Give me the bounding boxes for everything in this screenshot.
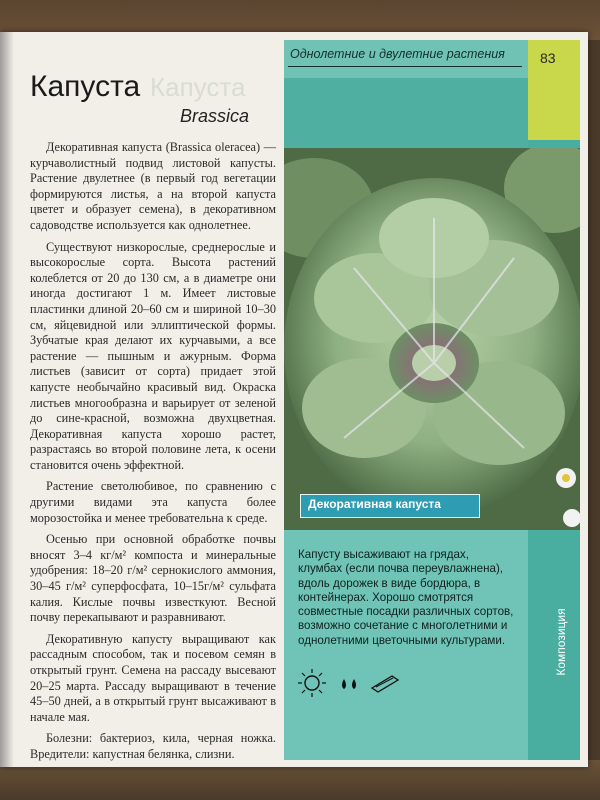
article-body xyxy=(30,140,276,769)
side-label xyxy=(531,605,581,685)
side-label-text: Композиция xyxy=(554,608,568,676)
paragraph: Существуют низкорослые, среднерослые и высокорослые сорта. Высота растений колеблется от 20 до 130 см, а в диаметре они иногда достигают 1 м. Имеет листовые пластинки длиной 20–60 см и шириной 10–30 см, яйцевидной или эллиптической формы. Зубчатые края делают их курчавыми, а все растение — пышным и ажурным. Форма листьев (зависит от сорта) придает этой капусте необычайно красивый вид. Окраска листьев многообразна и варьирует от зеленой до сине-красной, возможна двухцветная. Декоративная капуста хорошо растет, разрастаясь во второй половине лета, к осени становится очень эффектной. xyxy=(30,239,276,472)
section-header: Однолетние и двулетние растения xyxy=(290,47,505,61)
ghost-title: Капуста xyxy=(150,72,246,102)
paragraph: Растение светолюбивое, по сравнению с другими видами эта капуста более морозостойка и менее требовательна к среде. xyxy=(30,479,276,525)
paragraph: Декоративная капуста (Brassica oleracea) — курчаволистный подвид листовой капусты. Растение двулетнее (в первый год вегетации формируются листья, а на второй капуста цветет и образует семена), в декоративном садоводстве используется как однолетнее. xyxy=(30,140,276,232)
paragraph: Осенью при основной обработке почвы вносят 3–4 кг/м² компоста и минеральные удобрения: 18–20 г/м² сернокислого аммония, 30–45 г/м² суперфосфата, 10–15г/м² сульфата калия. Кислые почвы известкуют. Весной почву перекапывают и разравнивают. xyxy=(30,532,276,625)
paragraph: Декоративную капусту выращивают как рассадным способом, так и посевом семян в открытый грунт. Семена на рассаду высевают 20–25 марта. Рассаду выращивают в течение 45–50 дней, а в открытый грунт высаживают в начале мая. xyxy=(30,631,276,724)
teal-column xyxy=(284,78,528,148)
latin-name: Brassica xyxy=(180,106,250,126)
photo-caption: Декоративная капуста xyxy=(308,497,441,511)
cabbage-illustration xyxy=(284,148,580,530)
page-title: Капуста xyxy=(30,70,141,103)
cabbage-photo xyxy=(284,148,580,530)
paragraph: Болезни: бактериоз, кила, черная ножка. Вредители: капустная белянка, слизни. xyxy=(30,731,276,761)
page-number: 83 xyxy=(540,50,556,66)
page-curl-shadow xyxy=(0,32,14,767)
water-drops-icon xyxy=(342,679,356,689)
sun-icon xyxy=(298,669,326,697)
header-underline xyxy=(288,66,522,67)
care-icons xyxy=(298,668,418,698)
info-text: Капусту высаживают на грядах, клумбах (если почва переувлажнена), вдоль дорожек в виде бордюра, в контейнерах. Хорошо смотрятся совместные посадки различных сортов, возможно сочетание с многолетними и однолетними цветочными культурами. xyxy=(298,548,514,647)
seeds-packet-icon xyxy=(372,676,398,692)
